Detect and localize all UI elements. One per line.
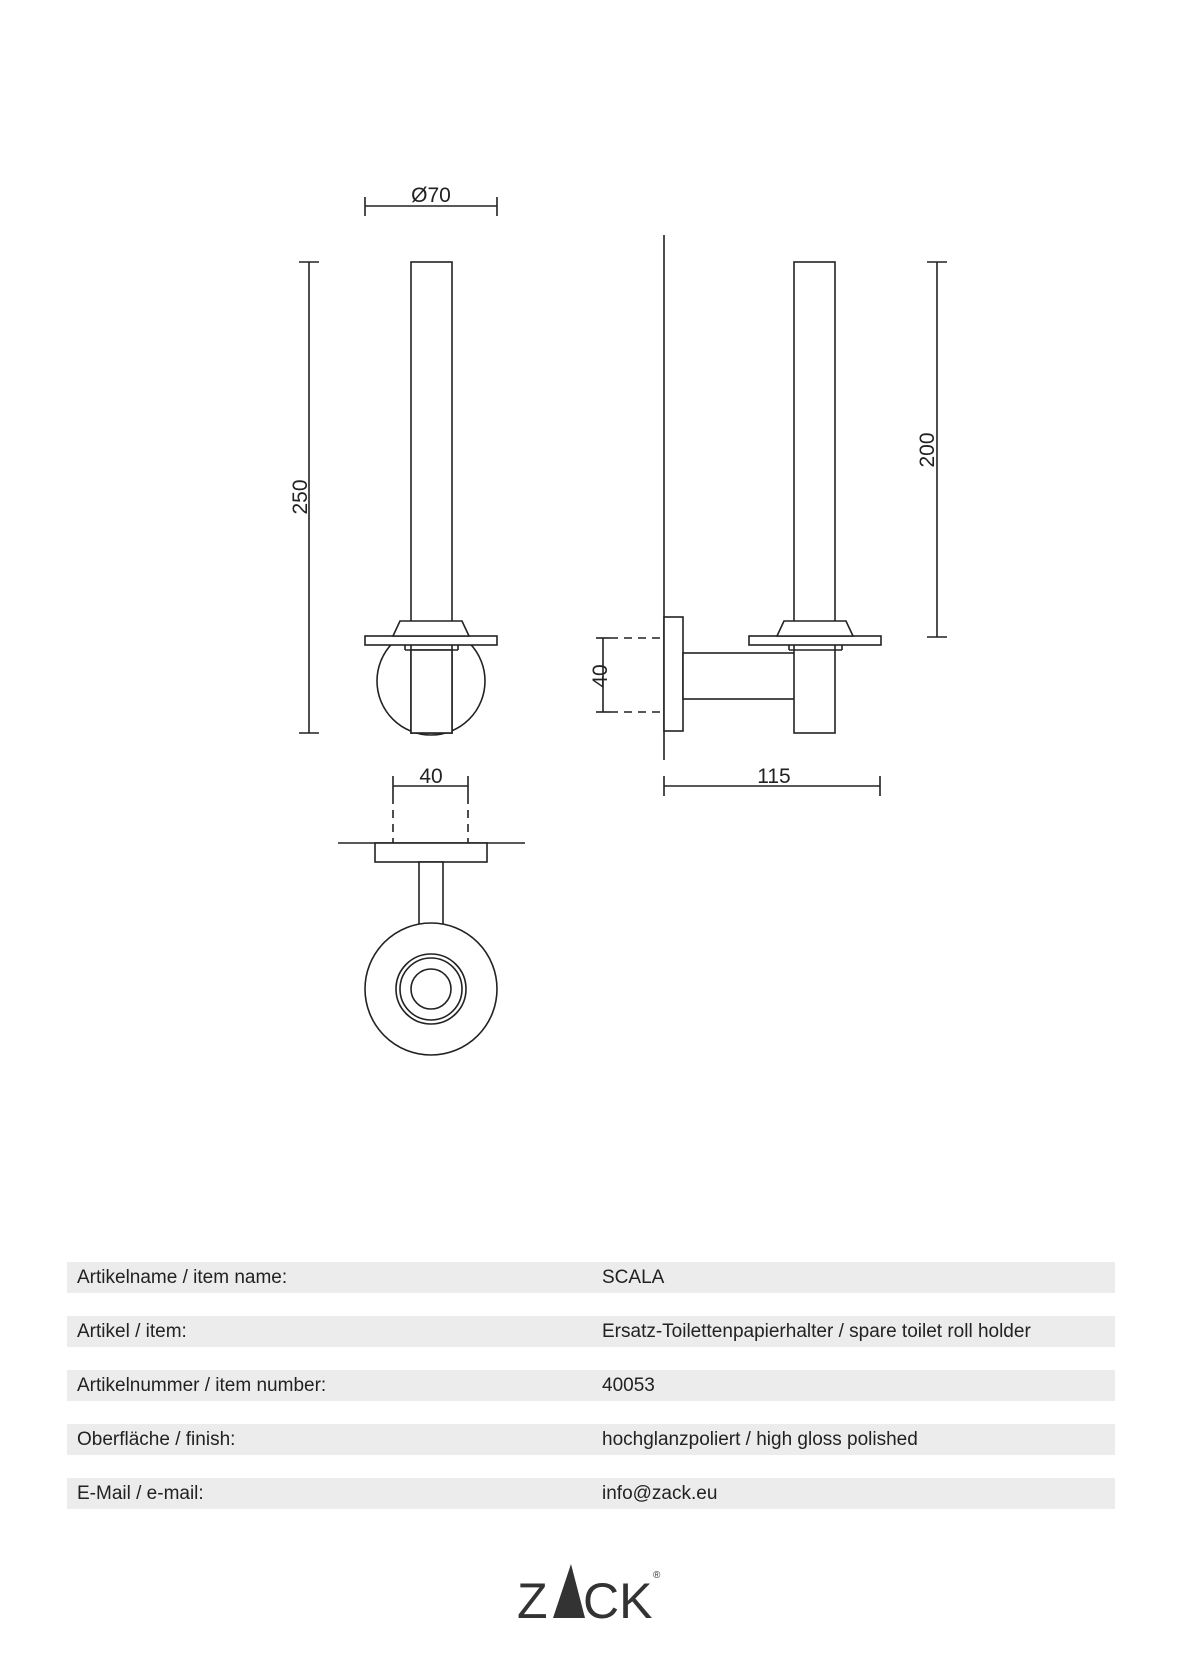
flange-side xyxy=(749,636,881,645)
height-total-label: 250 xyxy=(289,479,312,515)
spec-row-finish xyxy=(67,1424,1115,1455)
rod-side xyxy=(794,262,835,733)
wall-plate-side xyxy=(664,617,683,731)
depth-label: 115 xyxy=(757,765,791,788)
logo-triangle-icon xyxy=(553,1564,585,1618)
spec-value: 40053 xyxy=(602,1375,655,1396)
logo-registered: ® xyxy=(653,1570,661,1581)
spec-value: Ersatz-Toilettenpapierhalter / spare toilet roll holder xyxy=(602,1321,1031,1342)
spec-label: Oberfläche / finish: xyxy=(77,1429,236,1450)
spec-row-item-name xyxy=(67,1262,1115,1293)
spec-label: Artikelname / item name: xyxy=(77,1267,288,1288)
plate-height-label: 40 xyxy=(589,664,612,688)
arm-bottom xyxy=(419,862,443,932)
zack-logo xyxy=(515,1556,665,1626)
spec-value: hochglanzpoliert / high gloss polished xyxy=(602,1429,918,1450)
wall-plate-bottom xyxy=(375,843,487,862)
spec-row-item xyxy=(67,1316,1115,1347)
spec-table xyxy=(67,1262,1115,1532)
height-inner-label: 200 xyxy=(916,432,939,468)
front-view xyxy=(299,197,497,735)
spec-value: SCALA xyxy=(602,1267,665,1288)
arm-side xyxy=(683,653,798,699)
side-view xyxy=(596,235,947,796)
rosette-bottom xyxy=(365,923,497,1055)
bottom-view xyxy=(338,776,525,1055)
spec-row-email xyxy=(67,1478,1115,1509)
bottom-width-label: 40 xyxy=(419,765,443,788)
flange-front xyxy=(365,636,497,645)
spec-label: Artikelnummer / item number: xyxy=(77,1375,327,1396)
logo-text-left: Z xyxy=(517,1573,548,1626)
spec-label: Artikel / item: xyxy=(77,1321,187,1342)
logo-text-right: CK xyxy=(583,1573,653,1626)
diameter-label: Ø70 xyxy=(411,184,451,207)
spec-value: info@zack.eu xyxy=(602,1483,718,1504)
spec-label: E-Mail / e-mail: xyxy=(77,1483,204,1504)
spec-row-item-number xyxy=(67,1370,1115,1401)
